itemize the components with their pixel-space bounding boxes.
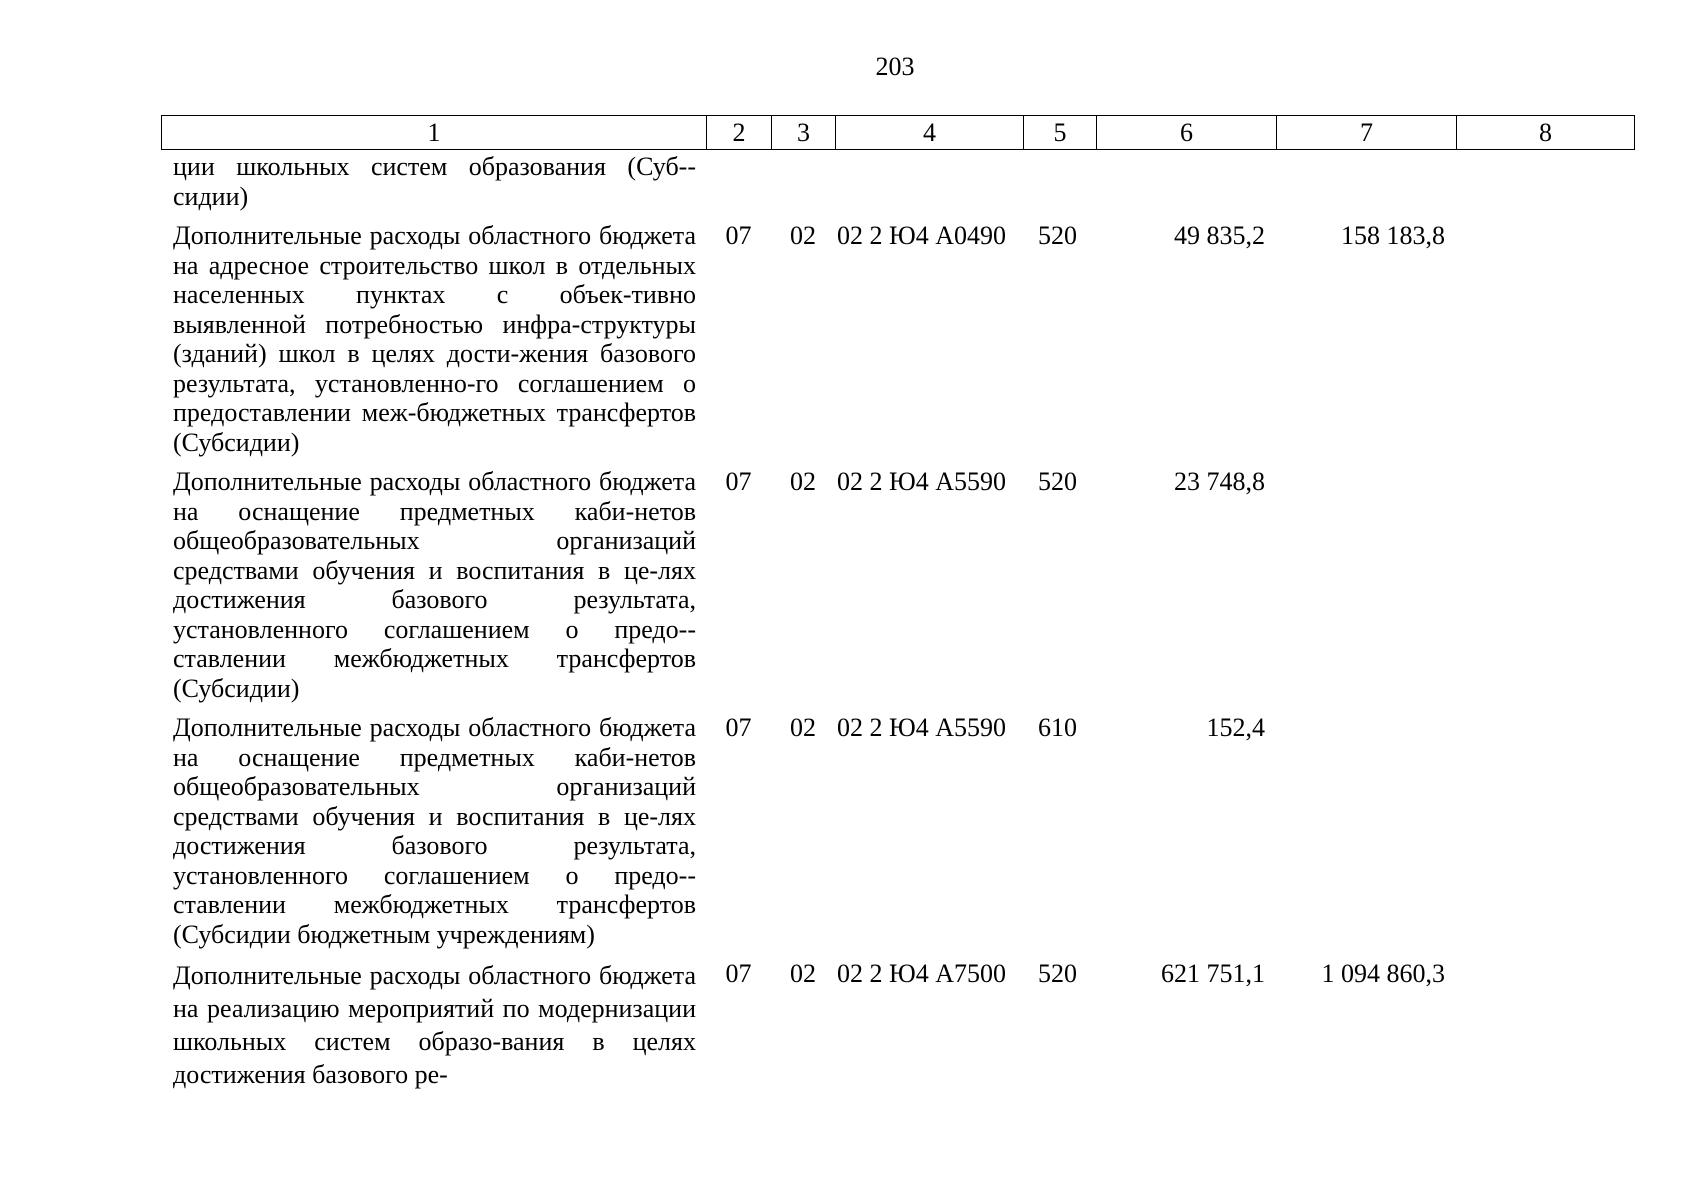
row-section: 07 — [725, 713, 752, 742]
row-target-article: 02 2 Ю4 А0490 — [837, 221, 1006, 250]
row-amount-col7 — [1276, 457, 1456, 703]
row-expense-type: 520 — [1038, 221, 1077, 250]
row-expense-type: 610 — [1038, 713, 1077, 742]
row-amount-col8 — [1456, 703, 1634, 949]
row-expense-type: 520 — [1038, 467, 1077, 496]
row-target-article: 02 2 Ю4 А5590 — [837, 713, 1006, 742]
row-section: 07 — [725, 467, 752, 496]
row-section: 07 — [725, 959, 752, 988]
row-expense-type: 520 — [1038, 959, 1077, 988]
row-amount-col6: 23 748,8 — [1174, 467, 1265, 496]
row-amount-col8 — [1456, 152, 1634, 211]
row-expense-type — [1023, 152, 1096, 211]
row-amount-col6: 49 835,2 — [1174, 221, 1265, 250]
row-description: Дополнительные расходы областного бюджета на оснащение предметных каби-нетов общеобразовательных организаций средствами обучения и воспитания в це-лях достижения базового результата, установленного соглашением о предо-ставлении межбюджетных трансфертов (Субсидии бюджетным учреждениям) — [173, 713, 696, 949]
table-row — [161, 152, 1634, 211]
table-row — [161, 211, 1634, 457]
row-description: Дополнительные расходы областного бюджета на адресное строительство школ в отдельных населенных пунктах с объек-тивно выявленной потребностью инфра-структуры (зданий) школ в целях дости-жения базового результата, установленно-го соглашением о предоставлении меж-бюджетных трансфертов (Субсидии) — [173, 221, 696, 457]
row-description: Дополнительные расходы областного бюджета на оснащение предметных каби-нетов общеобразовательных организаций средствами обучения и воспитания в це-лях достижения базового результата, установленного соглашением о предо-ставлении межбюджетных трансфертов (Субсидии) — [173, 467, 696, 703]
row-amount-col8 — [1456, 457, 1634, 703]
row-amount-col7: 158 183,8 — [1341, 221, 1445, 250]
column-header-3: 3 — [772, 116, 836, 150]
page-number: 203 — [875, 52, 915, 81]
budget-table — [161, 152, 1634, 1091]
column-header-6: 6 — [1097, 116, 1277, 150]
row-amount-col6 — [1096, 152, 1276, 211]
row-section: 07 — [725, 221, 752, 250]
row-subsection: 02 — [790, 959, 816, 988]
table-row — [161, 457, 1634, 703]
row-subsection: 02 — [790, 221, 816, 250]
row-subsection: 02 — [790, 713, 816, 742]
row-subsection — [771, 152, 835, 211]
table-row — [161, 949, 1634, 1091]
row-description: Дополнительные расходы областного бюджета на реализацию мероприятий по модернизации школьных систем образо-вания в целях достижения базового ре- — [173, 961, 696, 1089]
table-row — [161, 703, 1634, 949]
column-header-row — [161, 115, 1635, 150]
column-header-7: 7 — [1277, 116, 1457, 150]
row-target-article: 02 2 Ю4 А5590 — [837, 467, 1006, 496]
row-description: ции школьных систем образования (Суб-сидии) — [173, 152, 696, 211]
row-section — [706, 152, 771, 211]
row-amount-col6: 621 751,1 — [1161, 959, 1265, 988]
column-header-8: 8 — [1457, 116, 1635, 150]
row-amount-col8 — [1456, 949, 1634, 1091]
column-header-5: 5 — [1024, 116, 1097, 150]
row-amount-col8 — [1456, 211, 1634, 457]
column-header-1: 1 — [162, 116, 707, 150]
row-target-article — [835, 152, 1023, 211]
column-header-2: 2 — [707, 116, 772, 150]
row-amount-col7: 1 094 860,3 — [1321, 959, 1445, 988]
row-amount-col7 — [1276, 152, 1456, 211]
row-amount-col6: 152,4 — [1206, 713, 1265, 742]
row-subsection: 02 — [790, 467, 816, 496]
row-target-article: 02 2 Ю4 А7500 — [837, 959, 1006, 988]
column-header-4: 4 — [836, 116, 1024, 150]
row-amount-col7 — [1276, 703, 1456, 949]
